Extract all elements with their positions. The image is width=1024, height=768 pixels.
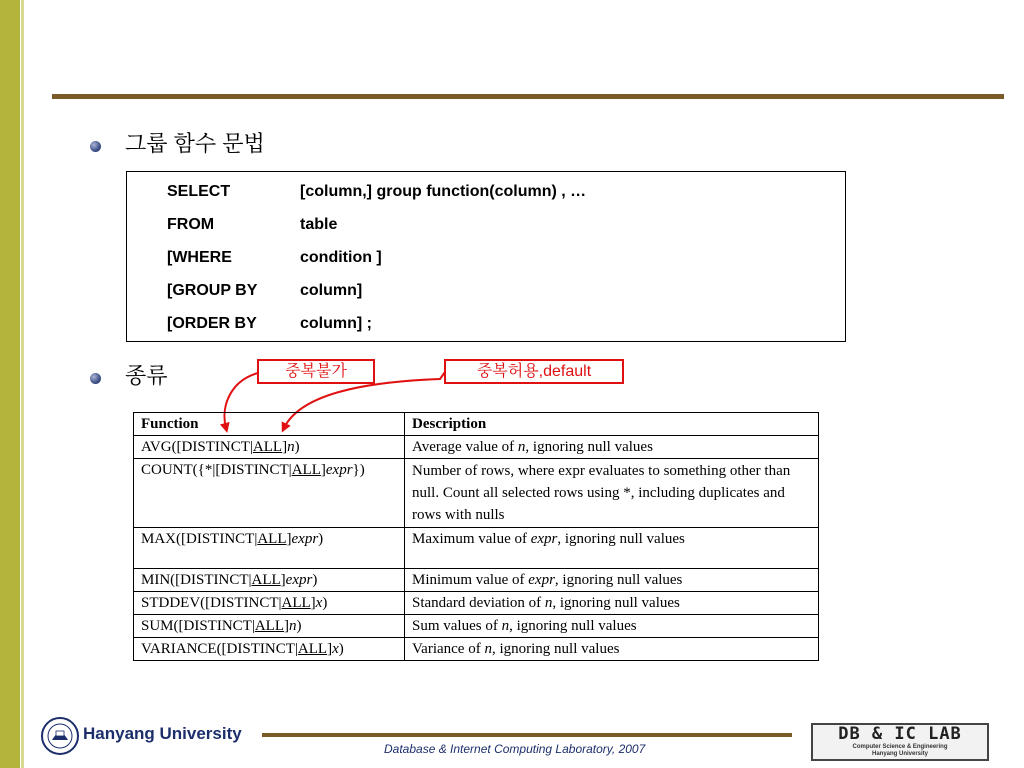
bullet-icon (90, 373, 101, 384)
lab-logo-subtitle: Computer Science & Engineering (852, 744, 948, 750)
syntax-keyword: [GROUP BY (167, 282, 258, 299)
table-row (134, 459, 819, 528)
description-cell: Minimum value of expr, ignoring null values (405, 569, 819, 592)
university-seal-icon (40, 716, 80, 756)
table-row (134, 528, 819, 569)
syntax-keyword: [WHERE (167, 249, 232, 266)
function-cell: SUM([DISTINCT|ALL]n) (134, 615, 405, 638)
syntax-value: [column,] group function(column) , … (300, 183, 587, 200)
syntax-value: column] (300, 282, 363, 299)
heading-types: 종류 (125, 363, 168, 388)
column-header-function: Function (134, 413, 405, 436)
university-name: Hanyang University (83, 724, 242, 743)
function-cell: VARIANCE([DISTINCT|ALL]x) (134, 638, 405, 661)
lab-logo (811, 723, 989, 761)
footer-caption: Database & Internet Computing Laboratory, 2007 (384, 742, 646, 756)
footer-divider (262, 733, 792, 737)
description-cell: Sum values of n, ignoring null values (405, 615, 819, 638)
function-cell: MIN([DISTINCT|ALL]expr) (134, 569, 405, 592)
function-cell: COUNT({*|[DISTINCT|ALL]expr}) (134, 459, 405, 528)
heading-group-function-syntax: 그룹 함수 문법 (125, 131, 265, 156)
lab-logo-subtitle: Hanyang University (871, 751, 929, 757)
syntax-keyword: [ORDER BY (167, 315, 257, 332)
syntax-value: condition ] (300, 249, 382, 266)
description-cell: Standard deviation of n, ignoring null values (405, 592, 819, 615)
syntax-keyword: SELECT (167, 183, 231, 200)
left-accent-band (0, 0, 20, 768)
description-cell: Maximum value of expr, ignoring null values (405, 528, 819, 569)
table-row (134, 436, 819, 459)
description-cell: Variance of n, ignoring null values (405, 638, 819, 661)
bullet-icon (90, 141, 101, 152)
description-cell: Average value of n, ignoring null values (405, 436, 819, 459)
syntax-value: column] ; (300, 315, 372, 332)
table-row (134, 569, 819, 592)
table-row (134, 615, 819, 638)
callout-no-duplicates: 중복불가 (257, 359, 375, 384)
syntax-box (126, 171, 846, 342)
left-accent-line (21, 0, 24, 768)
syntax-keyword: FROM (167, 216, 215, 233)
description-cell: Number of rows, where expr evaluates to something other than null. Count all selected rows using *, including duplicates and rows with nulls (405, 459, 819, 528)
table-row (134, 638, 819, 661)
lab-logo-title: DB & IC LAB (838, 724, 962, 744)
column-header-description: Description (405, 413, 819, 436)
callout-duplicates-default: 중복허용,default (444, 359, 624, 384)
top-divider (52, 94, 1004, 99)
function-cell: MAX([DISTINCT|ALL]expr) (134, 528, 405, 569)
syntax-value: table (300, 216, 338, 233)
function-cell: STDDEV([DISTINCT|ALL]x) (134, 592, 405, 615)
function-table (133, 412, 819, 661)
function-cell: AVG([DISTINCT|ALL]n) (134, 436, 405, 459)
table-row (134, 592, 819, 615)
table-header-row (134, 413, 819, 436)
